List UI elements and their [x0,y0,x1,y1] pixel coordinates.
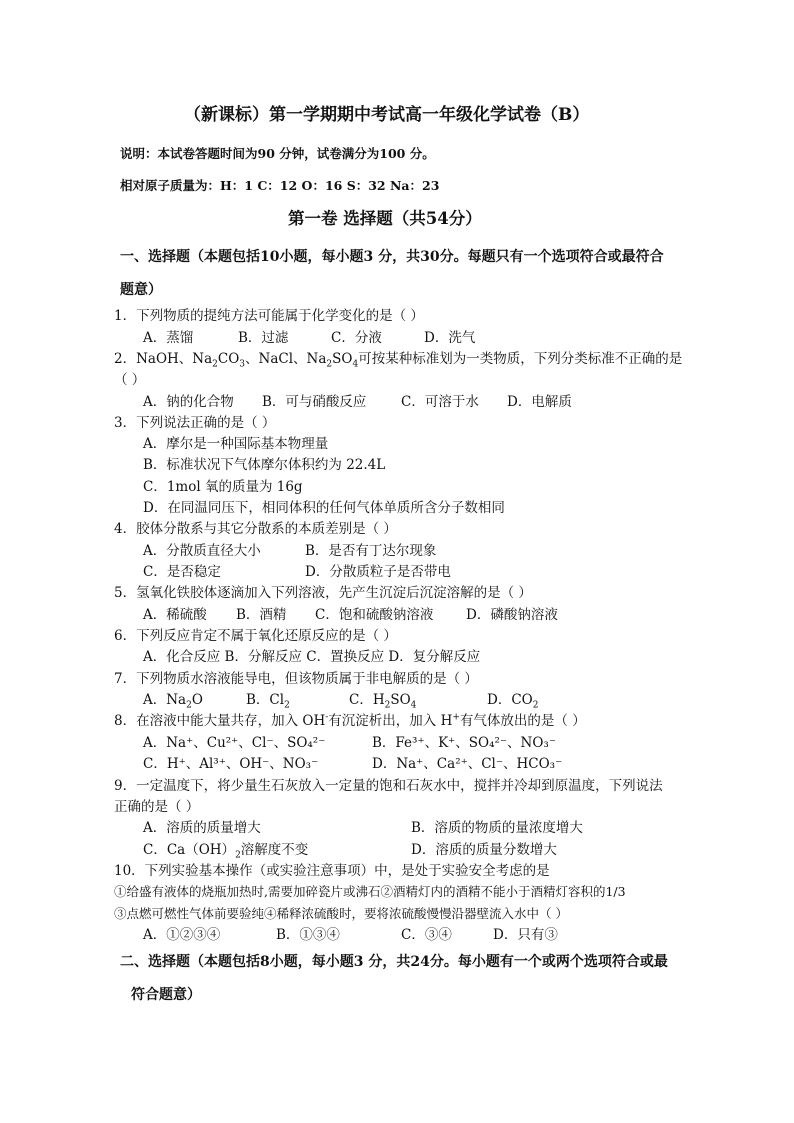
question-4-stem: 4．胶体分散系与其它分散系的本质差别是（ ） [114,521,397,537]
question-9-option-b: B．溶质的物质的量浓度增大 [411,820,583,836]
question-3-option-d: D．在同温同压下，相同体积的任何气体单质所含分子数相同 [143,500,505,516]
question-1-option-c: C．分液 [331,330,382,346]
question-3-stem: 3．下列说法正确的是（ ） [114,415,276,431]
question-10-option-b: B．①③④ [276,927,340,943]
question-2-option-c: C．可溶于水 [401,394,479,410]
exam-title: （新课标）第一学期期中考试高一年级化学试卷（B） [184,105,590,125]
question-3-option-c: C．1mol 氧的质量为 16g [143,479,303,495]
question-7-option-a: A．$Na_2O$ [143,692,203,711]
question-4-option-b: B．是否有丁达尔现象 [305,543,437,559]
question-7-option-c: C．$H_2SO_4$ [349,692,417,711]
question-7-option-b: B．$Cl_2$ [246,692,290,711]
section1-heading: 一、选择题（本题包括10小题，每小题3 分，共30分。每题只有一个选项符合或最符合 [120,249,664,265]
atomic-mass-line: 相对原子质量为：H：1 C：12 O：16 S：32 Na：23 [120,178,440,193]
question-7-option-d: D．$CO_2$ [487,692,539,711]
question-5-option-d: D．磷酸钠溶液 [466,607,558,623]
question-9-stem: 9．一定温度下，将少量生石灰放入一定量的饱和石灰水中，搅拌并冷却到原温度，下列说法 [114,778,663,794]
question-8-option-c: C．H⁺、Al³⁺、OH⁻、NO₃⁻ [143,756,319,772]
question-10-option-d: D．只有③ [493,927,558,943]
question-1-option-b: B．过滤 [238,330,289,346]
question-1-stem: 1．下列物质的提纯方法可能属于化学变化的是（ ） [114,308,424,324]
question-5-option-b: B．酒精 [236,607,287,623]
question-8-option-d: D．Na⁺、Ca²⁺、Cl⁻、HCO₃⁻ [372,756,563,772]
question-4-option-a: A．分散质直径大小 [143,543,261,559]
question-10-option-c: C．③④ [401,927,452,943]
section2-heading: 二、选择题（本题包括8小题，每小题3 分，共24分。每小题有一个或两个选项符合或最 [120,954,668,970]
question-6-options: A．化合反应 B．分解反应 C．置换反应 D．复分解反应 [143,649,481,665]
question-10-stem: 10．下列实验基本操作（或实验注意事项）中，是处于实验安全考虑的是 [114,863,550,879]
question-9-stem-cont: 正确的是（ ） [114,799,200,815]
question-4-option-c: C．是否稳定 [143,564,221,580]
question-8-option-b: B．Fe³⁺、K⁺、SO₄²⁻、NO₃⁻ [372,735,556,751]
question-8-stem: 8．在溶液中能大量共存，加入 OH-有沉淀析出，加入 H+有气体放出的是（ ） [114,712,586,729]
exam-note: 说明：本试卷答题时间为90 分钟，试卷满分为100 分。 [120,146,435,161]
part-title: 第一卷 选择题（共54分） [288,209,482,228]
question-2-option-a: A．钠的化合物 [143,394,234,410]
section1-heading-cont: 题意） [120,282,162,298]
question-2-option-b: B．可与硝酸反应 [262,394,367,410]
question-5-option-c: C．饱和硫酸钠溶液 [315,607,434,623]
question-1-option-d: D．洗气 [424,330,476,346]
question-3-option-b: B．标准状况下气体摩尔体积约为 22.4L [143,457,386,473]
question-10-line-3: ③点燃可燃性气体前要验纯④稀释浓硫酸时，要将浓硫酸慢慢沿器壁流入水中（ ） [114,906,568,921]
question-8-option-a: A．Na⁺、Cu²⁺、Cl⁻、SO₄²⁻ [143,735,326,751]
question-6-stem: 6．下列反应肯定不属于氧化还原反应的是（ ） [114,628,397,644]
question-1-option-a: A．蒸馏 [143,330,194,346]
question-2-option-d: D．电解质 [507,394,572,410]
question-2-stem: 2．NaOH、$Na_2CO_3$、NaCl、$Na_2SO_4$可按某种标准划为一类物质，下列分类标准不正确的是 [114,351,683,370]
section2-heading-cont: 符合题意） [131,987,201,1003]
question-10-option-a: A．①②③④ [143,927,221,943]
question-9-option-a: A．溶质的质量增大 [143,820,261,836]
question-2-stem-cont: （ ） [114,372,146,388]
question-9-option-d: D．溶质的质量分数增大 [411,842,557,858]
question-10-line-2: ①给盛有液体的烧瓶加热时,需要加碎瓷片或沸石②酒精灯内的酒精不能小于酒精灯容积的1/3 [114,884,626,899]
question-5-stem: 5．氢氧化铁胶体逐滴加入下列溶液，先产生沉淀后沉淀溶解的是（ ） [114,585,532,601]
question-7-stem: 7．下列物质水溶液能导电，但该物质属于非电解质的是（ ） [114,671,478,687]
question-9-option-c: C．$Ca(OH)_2$溶解度不变 [143,842,309,861]
question-4-option-d: D．分散质粒子是否带电 [305,564,451,580]
question-3-option-a: A．摩尔是一种国际基本物理量 [143,436,329,452]
question-5-option-a: A．稀硫酸 [143,607,207,623]
